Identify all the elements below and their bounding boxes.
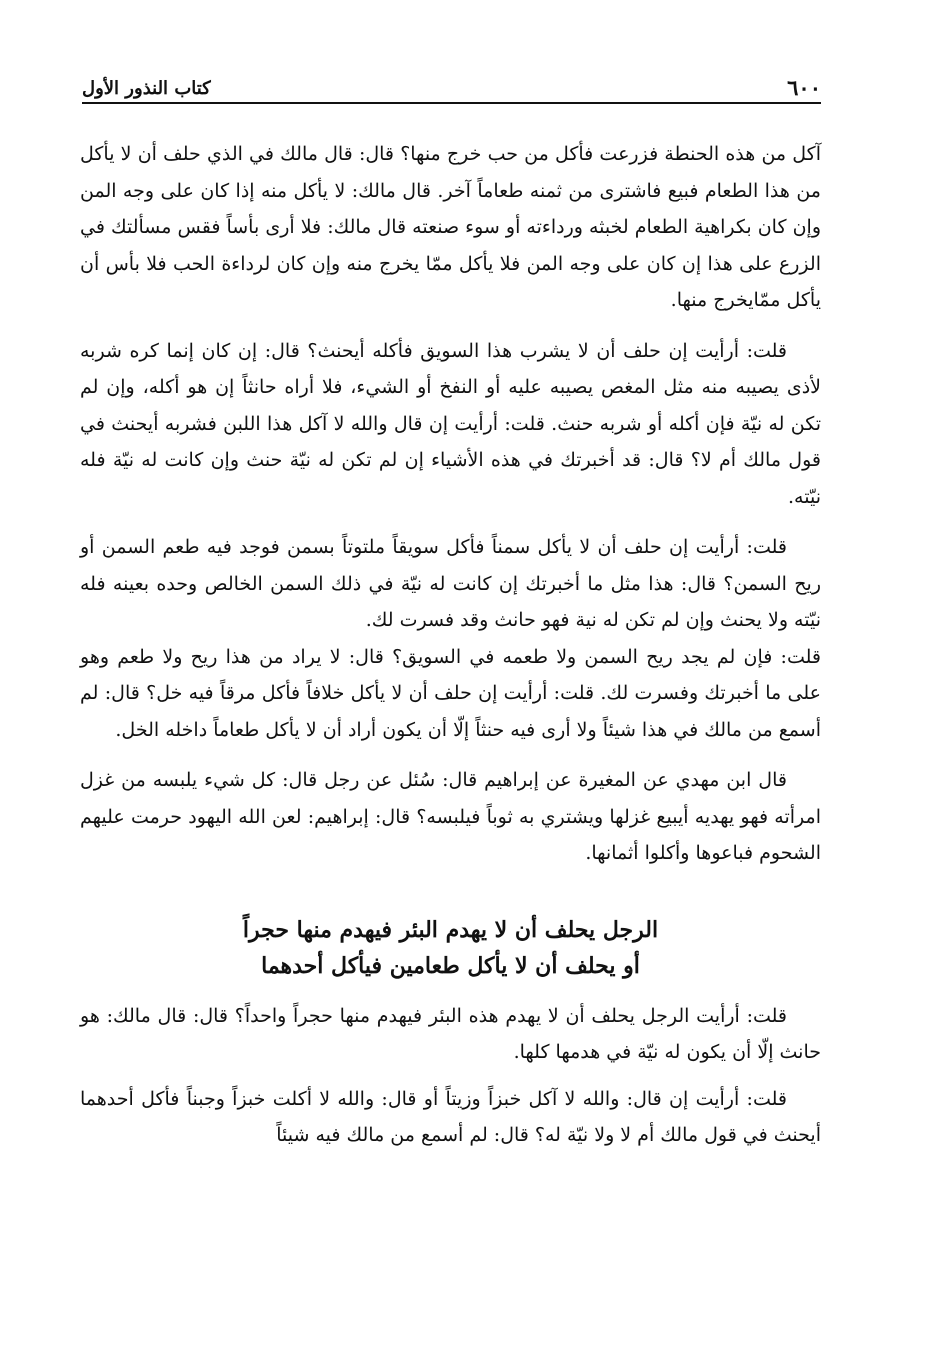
page-body [80, 136, 821, 1168]
book-title: كتاب النذور الأول [82, 78, 211, 99]
paragraph-5: قال ابن مهدي عن المغيرة عن إبراهيم قال: سُئل عن رجل قال: كل شيء يلبسه من غزل امرأته فهو يهديه أيبيع غزلها ويشتري به ثوباً فيلبسه؟ قال: إبراهيم: لعن الله اليهود حرمت عليهم الشحوم فباعوها وأكلوا أثمانها. [80, 769, 821, 864]
running-header [82, 68, 821, 104]
paragraph-4: قلت: فإن لم يجد ريح السمن ولا طعمه في السويق؟ قال: لا يراد من هذا ريح ولا طعم وهو على ما أخبرتك وفسرت لك. قلت: أرأيت إن حلف أن لا يأكل خلافاً فأكل مرقاً فيه خل؟ قال: لم أسمع من مالك في هذا شيئاً ولا أرى فيه حنثاً إلّا أن يكون أراد أن لا يأكل طعاماً داخله الخل. [80, 645, 822, 741]
paragraph-2: قلت: أرأيت إن حلف أن لا يشرب هذا السويق فأكله أيحنث؟ قال: إن كان إنما كره شربه لأذى يصيبه منه مثل المغص يصيبه عليه أو النفخ أو الشيء، فلا أراه حانثاً إن هو أكله، وإن لم تكن له نيّة فإن أكله أو شربه حنث. قلت: أرأيت إن قال والله لا آكل هذا اللبن فشربه أيحنث في قول مالك أم لا؟ قال: قد أخبرتك في هذه الأشياء إن لم تكن له نيّة حنث وإن كانت له نيّة فله نيّته. [80, 339, 821, 508]
section-paragraph-1: قلت: أرأيت الرجل يحلف أن لا يهدم هذه البئر فيهدم منها حجراً واحداً؟ قال: قال مالك: هو حانث إلّا أن يكون له نيّة في هدمها كلها. [80, 1004, 821, 1063]
page-number: ٦٠٠ [787, 75, 821, 100]
section-paragraph-2: قلت: أرأيت إن قال: والله لا آكل خبزاً وزيتاً أو قال: والله لا أكلت خبزاً وجبناً فأكل أحدهما أيحنث في قول مالك أم لا ولا نيّة له؟ قال: لم أسمع من مالك فيه شيئاً [80, 1087, 821, 1146]
paragraph-3: قلت: أرأيت إن حلف أن لا يأكل سمناً فأكل سويقاً ملتوتاً بسمن فوجد فيه طعم السمن أو ريح السمن؟ قال: هذا مثل ما أخبرتك إن كانت له نيّة في ذلك السمن الخالص وحده بعينه فله نيّته ولا يحنث وإن لم تكن له نية فهو حانث وقد فسرت لك. [80, 536, 821, 631]
section-heading [80, 912, 821, 984]
paragraph-1: آكل من هذه الحنطة فزرعت فأكل من حب خرج منها؟ قال: قال مالك في الذي حلف أن لا يأكل من هذا الطعام فبيع فاشترى من ثمنه طعاماً آخر. قال مالك: لا يأكل منه إذا كان على وجه المن وإن كان بكراهية الطعام لخبثه ورداءته أو سوء صنعته قال مالك: فلا أرى بأساً فقس مسألتك في الزرع على هذا إن كان على وجه المن فلا يأكل ممّا يخرج منه وإن كان لرداءة الحب فلا بأس أن يأكل ممّايخرج منها. [80, 143, 821, 311]
section-heading-line-1: الرجل يحلف أن لا يهدم البئر فيهدم منها حجراً [242, 916, 659, 943]
section-heading-line-2: أو يحلف أن لا يأكل طعامين فيأكل أحدهما [261, 952, 640, 979]
